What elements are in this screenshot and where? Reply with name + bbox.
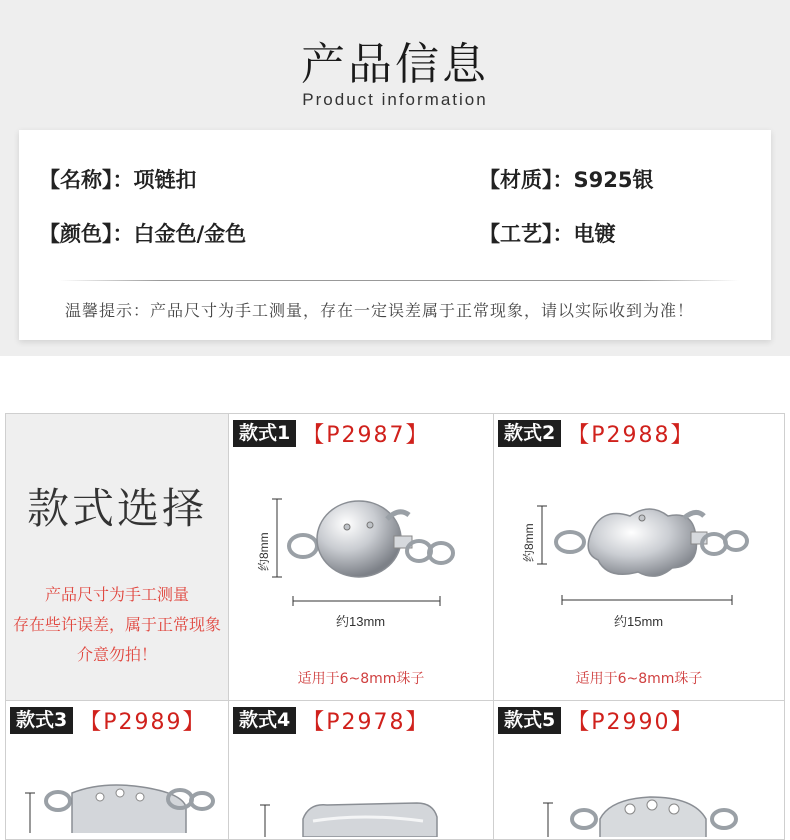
style-option-5[interactable] — [493, 700, 785, 840]
product-info-section — [0, 0, 790, 356]
style-tag — [233, 707, 430, 734]
usage-note: 适用于6~8mm珠子 — [575, 671, 703, 687]
height-dimension: 约8mm — [257, 532, 271, 571]
selection-note: 介意勿拍！ — [76, 645, 157, 664]
width-dimension: 约13mm — [336, 614, 386, 629]
style-label: 款式2 — [498, 420, 561, 447]
spec-card — [19, 130, 771, 340]
clasp-hollow-image — [534, 793, 764, 837]
style-code: 【P2989】 — [79, 710, 207, 735]
style-tag — [233, 420, 430, 447]
style-selection-title: 款式选择 — [26, 484, 207, 533]
spec-color: 【颜色】：白金色/金色 — [39, 222, 247, 246]
spec-craft: 【工艺】：电镀 — [479, 222, 616, 246]
style-label: 款式4 — [233, 707, 296, 734]
style-selection-cell — [5, 413, 229, 701]
style-option-4[interactable] — [228, 700, 494, 840]
clasp-ball-image — [269, 489, 479, 609]
style-tag — [10, 707, 207, 734]
style-code: 【P2988】 — [567, 423, 695, 448]
style-tag — [498, 707, 695, 734]
spec-material: 【材质】：S925银 — [479, 168, 654, 192]
style-option-2[interactable] — [493, 413, 785, 701]
style-tag — [498, 420, 695, 447]
page-subtitle: Product information — [302, 90, 488, 109]
divider — [59, 280, 739, 281]
height-dimension: 约8mm — [522, 523, 536, 562]
style-label: 款式3 — [10, 707, 73, 734]
usage-note: 适用于6~8mm珠子 — [297, 671, 425, 687]
style-code: 【P2987】 — [302, 423, 430, 448]
page-title: 产品信息 — [301, 39, 489, 90]
style-option-1[interactable] — [228, 413, 494, 701]
clasp-filigree-image — [20, 783, 220, 833]
style-label: 款式5 — [498, 707, 561, 734]
style-label: 款式1 — [233, 420, 296, 447]
clasp-flower-image — [534, 494, 764, 614]
style-option-3[interactable] — [5, 700, 229, 840]
style-grid — [5, 413, 785, 833]
spec-name: 【名称】：项链扣 — [39, 168, 197, 192]
selection-note: 存在些许误差，属于正常现象 — [12, 615, 221, 634]
clasp-bar-image — [253, 797, 473, 837]
style-code: 【P2978】 — [302, 710, 430, 735]
measurement-tip: 温馨提示：产品尺寸为手工测量，存在一定误差属于正常现象，请以实际收到为准！ — [65, 301, 695, 320]
width-dimension: 约15mm — [614, 614, 664, 629]
selection-note: 产品尺寸为手工测量 — [44, 585, 189, 604]
style-code: 【P2990】 — [567, 710, 695, 735]
